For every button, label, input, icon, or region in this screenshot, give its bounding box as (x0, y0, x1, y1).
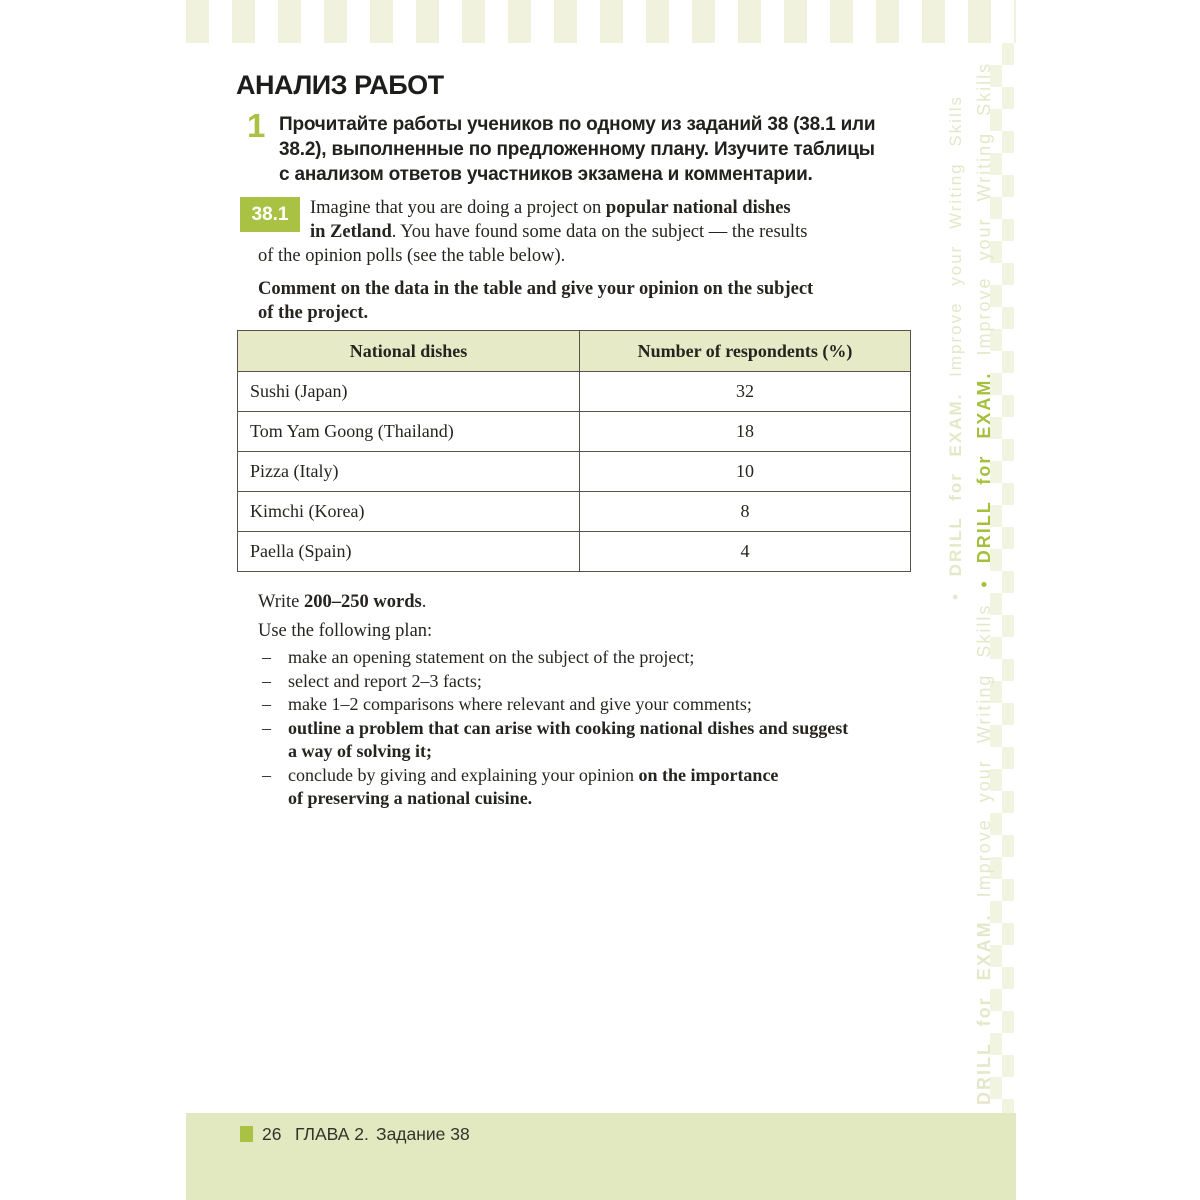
dash-bullet: – (262, 670, 271, 691)
table-header-row (238, 331, 911, 372)
plan-item-line: make an opening statement on the subject of the project; (288, 647, 695, 667)
footer-chapter: ГЛАВА 2. (295, 1124, 369, 1144)
sidebar-brand-text: DRILL for EXAM. (946, 392, 965, 577)
sidebar-tagline-text: Improve your Writing Skills (974, 61, 994, 356)
sidebar-tagline-text: Improve your Writing Skills (946, 94, 965, 377)
sidebar-brand-text: DRILL for EXAM. (974, 371, 994, 564)
dish-cell: Sushi (Japan) (238, 372, 580, 412)
dish-cell: Kimchi (Korea) (238, 492, 580, 532)
plan-item-line: conclude by giving and explaining your opinion on the importance (288, 764, 779, 785)
value-cell: 4 (580, 532, 911, 572)
instruction-line: 38.2), выполненные по предложенному плану. Изучите таблицы (279, 139, 875, 160)
value-cell: 10 (580, 452, 911, 492)
dash-bullet: – (262, 694, 271, 714)
plan-item (262, 646, 912, 670)
plan-item (262, 670, 912, 694)
plan-item-line: select and report 2–3 facts; (288, 670, 482, 691)
dash-bullet: – (262, 647, 271, 667)
table-row (238, 492, 911, 532)
plan-item-line: a way of solving it; (288, 741, 432, 761)
page-title: АНАЛИЗ РАБОТ (236, 70, 444, 100)
sidebar-brand-text: DRILL for EXAM. (974, 913, 994, 1105)
footer-square-icon (240, 1126, 253, 1142)
plan-item-line: make 1–2 comparisons where relevant and give your comments; (288, 694, 752, 714)
page-number: 26 (262, 1124, 282, 1144)
write-words-line: Write 200–250 words. (258, 592, 427, 612)
sidebar-vertical-text-left (946, 43, 973, 600)
plan-list (262, 646, 912, 811)
task-text-line: in Zetland. You have found some data on the subject — the results (310, 222, 808, 242)
task-comment-line: of the project. (258, 303, 369, 323)
task-badge: 38.1 (240, 197, 300, 232)
instruction-line: с анализом ответов участников экзамена и комментарии. (279, 164, 813, 185)
value-cell: 32 (580, 372, 911, 412)
plan-intro: Use the following plan: (258, 621, 433, 641)
task-text-line: Imagine that you are doing a project on popular national dishes (310, 198, 791, 218)
dish-cell: Tom Yam Goong (Thailand) (238, 412, 580, 452)
plan-item-line: outline a problem that can arise with cooking national dishes and suggest (288, 717, 849, 738)
sidebar-vertical-text-right (974, 43, 1003, 1105)
sidebar-bullet: • (974, 579, 994, 588)
table-row (238, 532, 911, 572)
table-row (238, 412, 911, 452)
table-row (238, 452, 911, 492)
sidebar-bullet: • (946, 592, 965, 600)
footer-task-ref: Задание 38 (376, 1124, 470, 1144)
plan-item (262, 764, 912, 811)
exercise-number: 1 (247, 107, 266, 144)
sidebar-tagline-text: Improve your Writing Skills (974, 603, 994, 898)
table-row (238, 372, 911, 412)
plan-item-line: of preserving a national cuisine. (288, 788, 533, 808)
plan-item (262, 717, 912, 764)
instruction-line: Прочитайте работы учеников по одному из заданий 38 (38.1 или (279, 114, 876, 135)
value-cell: 8 (580, 492, 911, 532)
dish-cell: Pizza (Italy) (238, 452, 580, 492)
value-cell: 18 (580, 412, 911, 452)
page-footer (186, 1113, 1016, 1200)
exercise-instructions (279, 112, 924, 187)
plan-item (262, 693, 912, 717)
dish-cell: Paella (Spain) (238, 532, 580, 572)
top-stripe-decor (186, 0, 1016, 43)
dash-bullet: – (262, 764, 271, 785)
respondents-column-header: Number of respondents (%) (580, 331, 911, 372)
task-comment-line: Comment on the data in the table and give your opinion on the subject (258, 279, 814, 299)
dash-bullet: – (262, 717, 271, 738)
dishes-table (237, 330, 911, 572)
dishes-column-header: National dishes (238, 331, 580, 372)
task-text-line: of the opinion polls (see the table below). (258, 246, 566, 266)
